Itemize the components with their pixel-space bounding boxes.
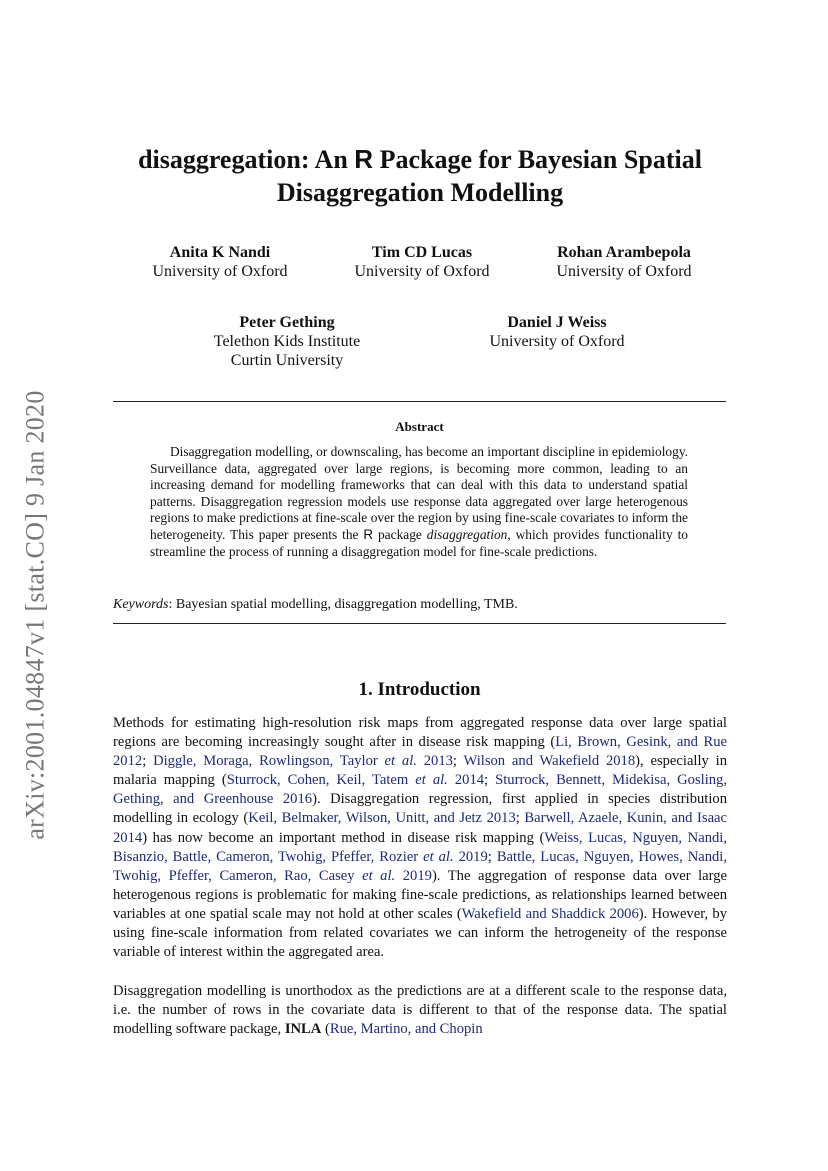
author-block xyxy=(140,243,300,281)
citation-link[interactable]: Rue, Martino, and Chopin xyxy=(329,1021,483,1038)
citation-year: 2019 xyxy=(453,848,488,865)
intro-paragraph-2 xyxy=(113,982,727,1039)
author-block xyxy=(477,313,637,351)
author-name: Anita K Nandi xyxy=(169,244,271,261)
et-al: et al. xyxy=(415,772,448,789)
author-affiliation: University of Oxford xyxy=(354,263,490,280)
author-name: Tim CD Lucas xyxy=(371,244,473,261)
section-heading: 1. Introduction xyxy=(358,679,481,700)
citation-link[interactable] xyxy=(153,753,453,769)
text: ( xyxy=(321,1021,330,1038)
citation-link[interactable]: Keil, Belmaker, Wilson, Unitt, and Jetz 2013 xyxy=(248,810,516,827)
text: Methods for estimating high-resolution risk maps from aggregated response data over large spatial regions are becoming increasingly sought after in disease risk mapping ( xyxy=(113,715,727,751)
arxiv-sidebar xyxy=(8,370,64,860)
r-logo: R xyxy=(363,526,374,542)
et-al: et al. xyxy=(384,753,417,770)
text: ). However, by using fine-scale information from related covariates we can inform the hetrogeneity of the response variable of interest within the aggregated area. xyxy=(113,905,728,961)
software-name: INLA xyxy=(284,1021,322,1038)
citation-link[interactable]: Li, Brown, Gesink, and Rue 2012 xyxy=(113,734,727,770)
citation-authors: Sturrock, Cohen, Keil, Tatem xyxy=(226,772,416,789)
divider xyxy=(113,623,726,624)
text: ). Disaggregation regression, first applied in species distribution modelling in ecology ( xyxy=(113,791,727,827)
author-affiliation: University of Oxford xyxy=(152,263,288,280)
abstract-text xyxy=(150,444,688,560)
author-block xyxy=(534,243,714,281)
author-affiliation: Telethon Kids Institute xyxy=(213,333,361,350)
author-affiliation: University of Oxford xyxy=(556,263,692,280)
keywords-text: : Bayesian spatial modelling, disaggregation modelling, TMB. xyxy=(168,597,518,612)
citation-authors: Diggle, Moraga, Rowlingson, Taylor xyxy=(153,753,385,770)
text: ) has now become an important method in disease risk mapping ( xyxy=(142,829,545,846)
keywords xyxy=(113,597,726,613)
citation-authors: Battle, Lucas, Nguyen, Howes, Nandi, Twohig, Pfeffer, Cameron, Rao, Casey xyxy=(113,848,728,884)
text: ; xyxy=(452,753,464,770)
abstract-part: , which provides functionality to streamline the process of running a disaggregation model for fine-scale predictions. xyxy=(150,526,688,559)
citation-link[interactable]: Barwell, Azaele, Kunin, and Isaac 2014 xyxy=(113,810,727,846)
paper-title xyxy=(100,143,740,209)
author-affiliation: University of Oxford xyxy=(489,333,625,350)
citation-link[interactable]: Wakefield and Shaddick 2006 xyxy=(461,905,639,922)
author-affiliation: Curtin University xyxy=(230,352,344,369)
citation-link[interactable]: Sturrock, Bennett, Midekisa, Gosling, Gething, and Greenhouse 2016 xyxy=(113,772,727,808)
abstract-part: package xyxy=(373,526,427,542)
author-block xyxy=(342,243,502,281)
arxiv-identifier: arXiv:2001.04847v1 [stat.CO] 9 Jan 2020 xyxy=(21,390,51,840)
author-name: Peter Gething xyxy=(239,314,335,331)
text: Disaggregation modelling is unorthodox as the predictions are at a different scale to the response data, i.e. the number of rows in the covariate data is different to that of the response data. The spatial modelling software package, xyxy=(113,983,727,1038)
title-part1: disaggregation: An xyxy=(138,145,355,174)
title-line2: Disaggregation Modelling xyxy=(276,178,564,207)
citation-link[interactable] xyxy=(227,772,484,788)
title-r-logo: R xyxy=(354,144,374,174)
et-al: et al. xyxy=(362,867,396,884)
citation-year: 2013 xyxy=(416,753,453,770)
abstract-part: Disaggregation modelling, or downscaling, has become an important discipline in epidemiology. Surveillance data, aggregated over large regions, is becoming more common, leading to an increasing demand for modelling frameworks that can deal with this data to understand spatial patterns. Disaggregation regression models use response data aggregated over large heterogenous regions to make predictions at fine-scale over the region by using fine-scale covariates to inform the heterogeneity. This paper presents the xyxy=(150,444,688,542)
text: ; xyxy=(142,753,154,770)
author-block xyxy=(197,313,377,370)
citation-year: 2014 xyxy=(447,772,485,789)
text: ), especially in malaria mapping ( xyxy=(113,753,727,789)
text: ; xyxy=(484,772,496,789)
author-name: Daniel J Weiss xyxy=(507,314,607,331)
title-part3: Package for Bayesian Spatial xyxy=(373,145,702,174)
text: ; xyxy=(487,848,497,865)
text: ). The aggregation of response data over large heterogenous regions is problematic for making fine-scale predictions, as relationships learned between variables at one spatial scale may not hold at other scales ( xyxy=(113,867,728,922)
et-al: et al. xyxy=(423,848,454,865)
citation-link[interactable]: Wilson and Wakefield 2018 xyxy=(463,753,636,770)
citation-year: 2019 xyxy=(395,867,432,884)
abstract-heading: Abstract xyxy=(395,419,444,434)
divider xyxy=(113,401,726,402)
keywords-label: Keywords xyxy=(113,597,169,612)
text: ; xyxy=(515,810,525,827)
package-name: disaggregation xyxy=(426,526,508,542)
intro-paragraph-1 xyxy=(113,714,727,962)
author-name: Rohan Arambepola xyxy=(557,244,691,261)
citation-authors: Weiss, Lucas, Nguyen, Nandi, Bisanzio, Battle, Cameron, Twohig, Pfeffer, Rozier xyxy=(113,829,727,865)
